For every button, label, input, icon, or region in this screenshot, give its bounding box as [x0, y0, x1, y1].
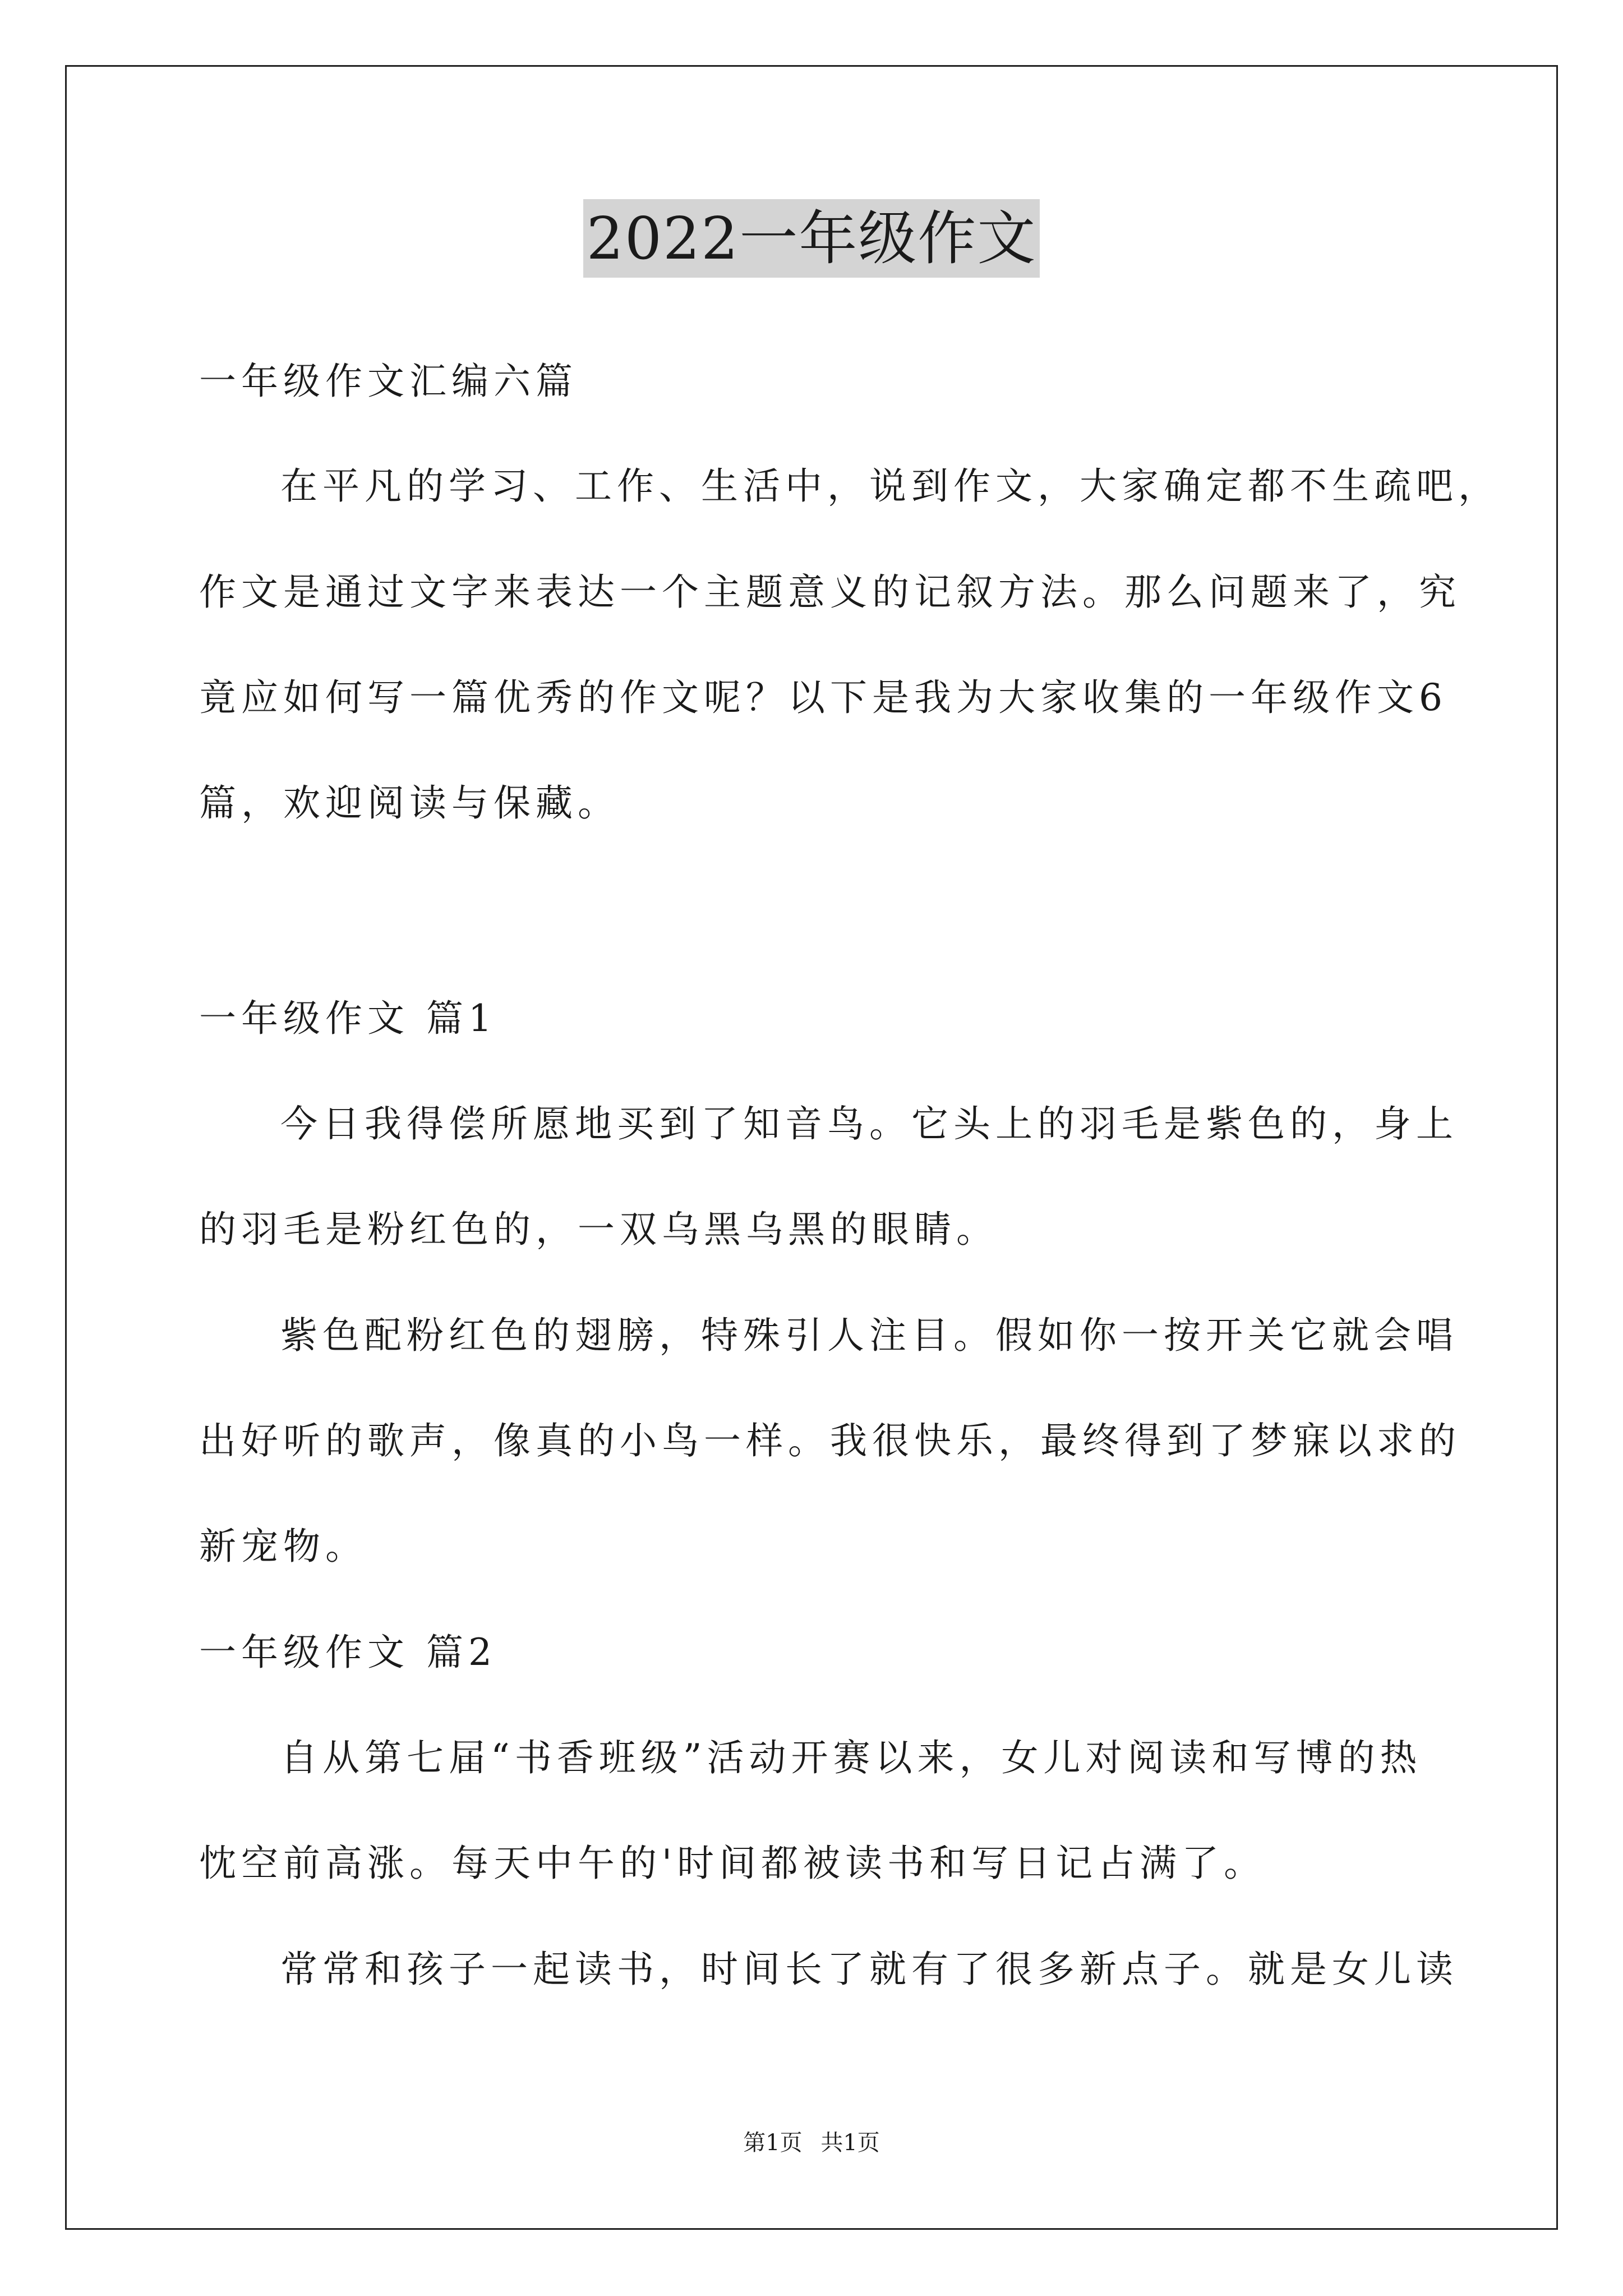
section-heading: 一年级作文 篇2: [199, 1631, 497, 1674]
title-container: [0, 199, 1623, 278]
paragraph-line: 出好听的歌声，像真的小鸟一样。我很快乐，最终得到了梦寐以求的: [199, 1419, 1461, 1462]
section-heading: 一年级作文 篇1: [199, 997, 497, 1040]
paragraph-line: 的羽毛是粉红色的，一双乌黑乌黑的眼睛。: [199, 1208, 998, 1251]
paragraph-line: 今日我得偿所愿地买到了知音鸟。它头上的羽毛是紫色的，身上: [280, 1102, 1458, 1145]
page-footer: [0, 2129, 1623, 2157]
paragraph-line: 在平凡的学习、工作、生活中，说到作文，大家确定都不生疏吧，: [280, 464, 1500, 508]
subtitle: 一年级作文汇编六篇: [199, 360, 578, 403]
page-number: 第1页: [743, 2130, 803, 2156]
paragraph-line: 常常和孩子一起读书，时间长了就有了很多新点子。就是女儿读: [280, 1948, 1458, 1991]
paragraph-line: 竟应如何写一篇优秀的作文呢？以下是我为大家收集的一年级作文6: [199, 676, 1447, 719]
page-total: 共1页: [820, 2130, 880, 2156]
document-title: 2022一年级作文: [583, 199, 1040, 278]
paragraph-line: 作文是通过文字来表达一个主题意义的记叙方法。那么问题来了，究: [199, 570, 1461, 614]
paragraph-line: 新宠物。: [199, 1525, 367, 1568]
paragraph-line: 篇，欢迎阅读与保藏。: [199, 781, 620, 825]
paragraph-line: 自从第七届“书香班级”活动开赛以来，女儿对阅读和写博的热: [280, 1736, 1422, 1779]
paragraph-line: 紫色配粉红色的翅膀，特殊引人注目。假如你一按开关它就会唱: [280, 1314, 1458, 1357]
paragraph-line: 忱空前高涨。每天中午的'时间都被读书和写日记占满了。: [199, 1842, 1266, 1885]
